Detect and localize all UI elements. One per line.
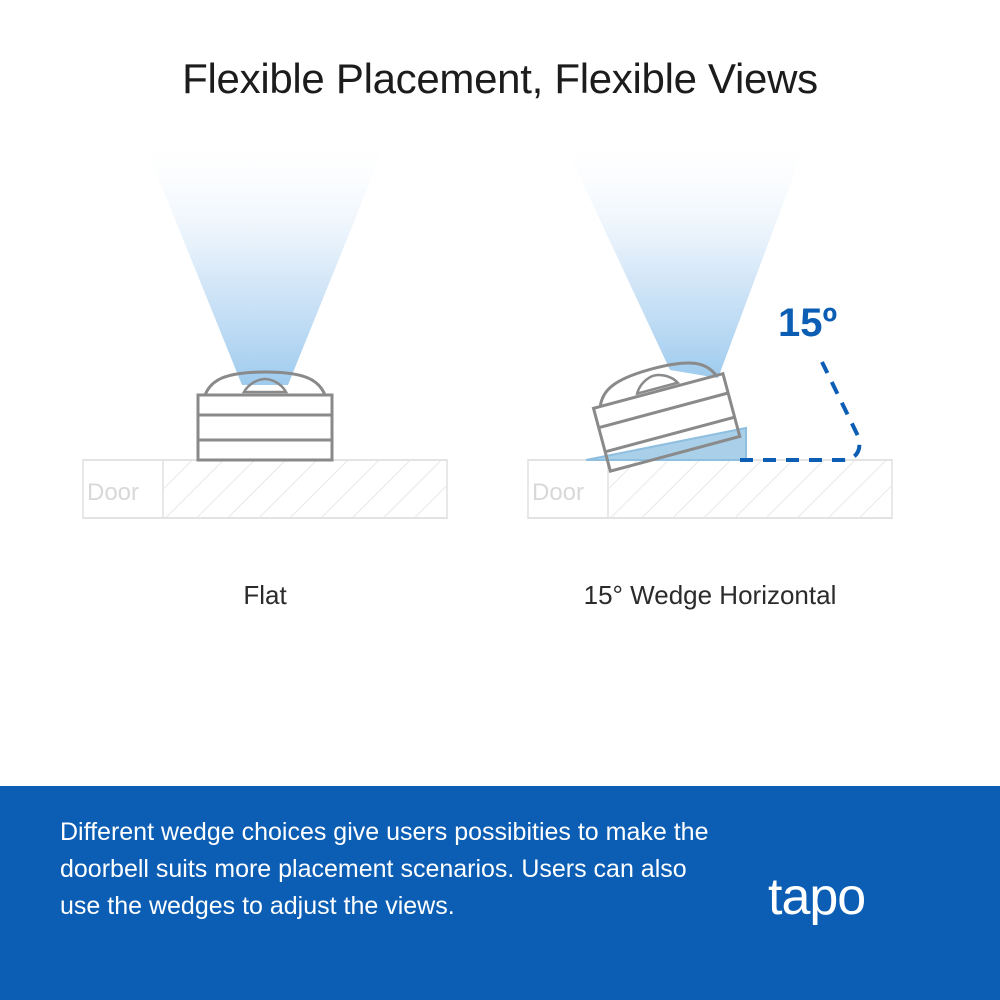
door-label-wedge: Door bbox=[532, 479, 585, 506]
flat-illustration bbox=[45, 140, 485, 570]
panel-flat bbox=[45, 140, 485, 700]
tapo-wordmark: tapo bbox=[768, 868, 866, 926]
caption-flat: Flat bbox=[243, 580, 287, 610]
tapo-logo bbox=[768, 868, 938, 928]
diagram-area bbox=[0, 140, 1000, 780]
wedge-illustration bbox=[490, 140, 930, 570]
light-beam bbox=[145, 145, 385, 385]
door-label-flat: Door bbox=[87, 479, 140, 506]
angle-label: 15º bbox=[778, 301, 838, 345]
light-beam bbox=[565, 145, 805, 378]
footer-description: Different wedge choices give users possibities to make the doorbell suits more placement scenarios. Users can also use the wedges to adjust the views. bbox=[60, 818, 709, 920]
panel-wedge bbox=[490, 140, 930, 700]
footer-band bbox=[0, 786, 1000, 1000]
angle-dashed-outline bbox=[740, 362, 859, 460]
doorbell-device-flat bbox=[198, 372, 332, 460]
page-title: Flexible Placement, Flexible Views bbox=[182, 55, 818, 102]
caption-wedge: 15° Wedge Horizontal bbox=[583, 580, 837, 610]
